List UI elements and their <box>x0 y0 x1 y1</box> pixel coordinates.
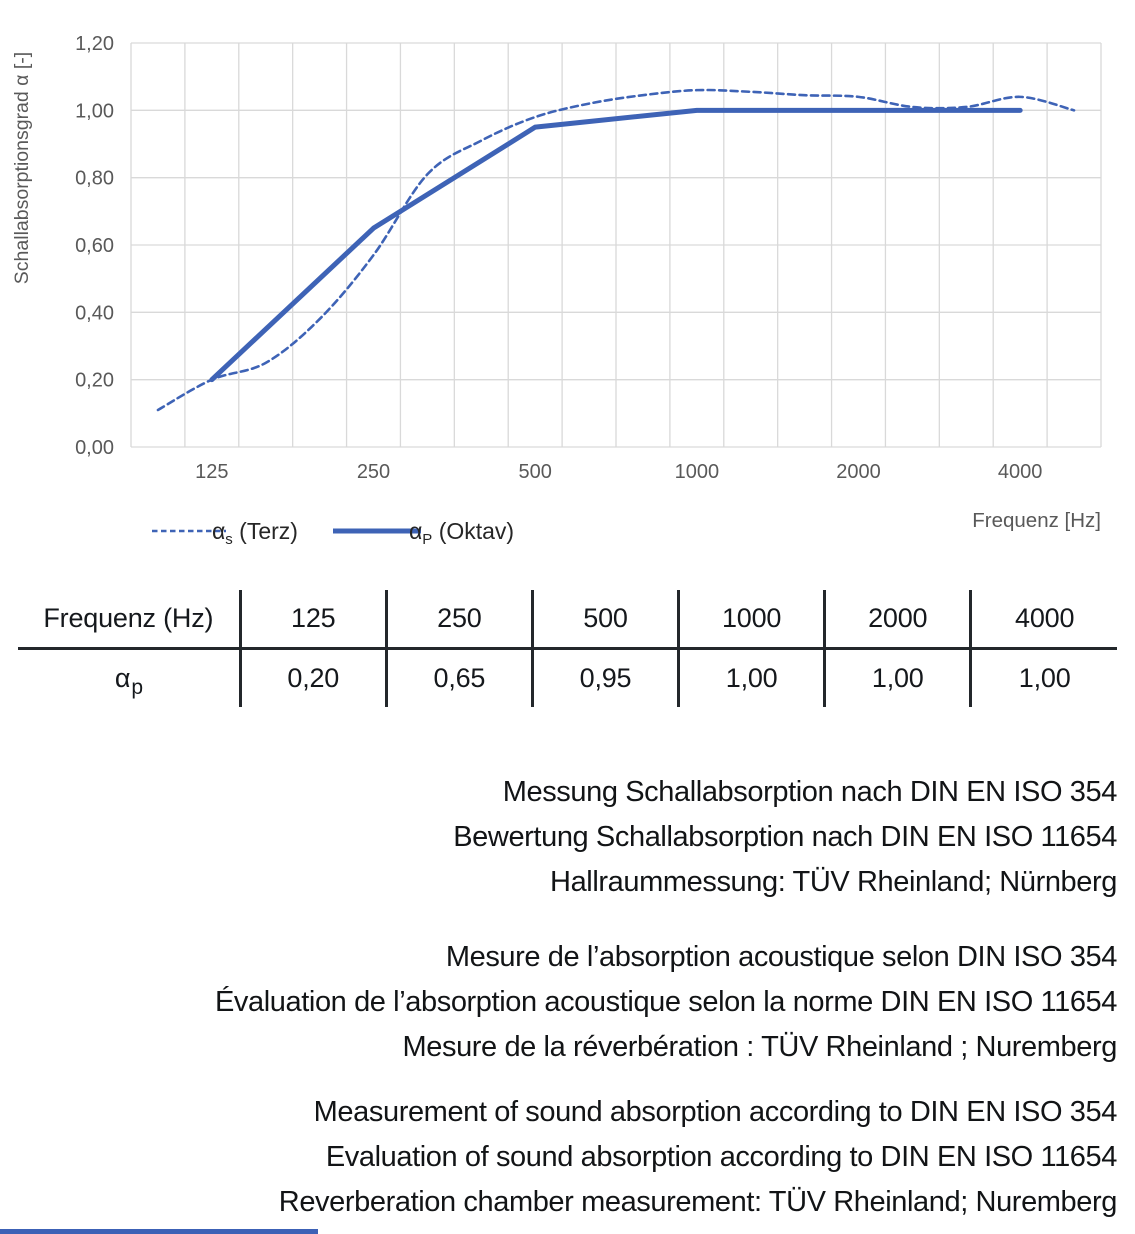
table-row-label-alpha-p: $\alpha_p$ <box>114 663 143 699</box>
x-tick-label: 2000 <box>836 461 881 483</box>
table-header-row <box>18 590 1117 649</box>
table-value-2000: 1,00 <box>825 649 971 708</box>
note-line: Évaluation de l’absorption acoustique selon la norme DIN EN ISO 11654 <box>214 986 1117 1018</box>
table-value-1000: 1,00 <box>679 649 825 708</box>
table-header-2000: 2000 <box>825 590 971 649</box>
y-tick-label: 0,40 <box>75 302 114 325</box>
note-line: Measurement of sound absorption according to DIN EN ISO 354 <box>313 1096 1117 1128</box>
note-line: Reverberation chamber measurement: TÜV Rheinland; Nuremberg <box>278 1186 1117 1218</box>
note-line: Hallraummessung: TÜV Rheinland; Nürnberg <box>550 866 1117 898</box>
y-tick-label: 0,00 <box>75 437 114 459</box>
table-value-row <box>18 649 1117 708</box>
x-tick-label: 4000 <box>997 461 1043 483</box>
table-header-125: 125 <box>240 590 386 649</box>
legend-label: $\alpha_s$ (Terz) <box>212 518 298 548</box>
legend-label: $\alpha_P$ (Oktav) <box>409 518 515 548</box>
table-header-4000: 4000 <box>971 590 1117 649</box>
y-tick-label: 0,60 <box>75 235 114 257</box>
table-header-1000: 1000 <box>679 590 825 649</box>
note-german <box>0 770 1117 905</box>
y-tick-label: 0,80 <box>75 167 114 190</box>
absorption-table <box>18 590 1117 707</box>
note-line: Evaluation of sound absorption according to DIN EN ISO 11654 <box>325 1141 1117 1173</box>
y-tick-label: 1,20 <box>75 33 114 55</box>
x-axis-title: Frequenz [Hz] <box>972 509 1101 532</box>
y-tick-label: 1,00 <box>75 100 114 123</box>
footer-accent-bar <box>0 1229 318 1234</box>
x-tick-label: 1000 <box>674 461 720 483</box>
table-value-4000: 1,00 <box>971 649 1117 708</box>
table-value-500: 0,95 <box>532 649 678 708</box>
note-line: Mesure de l’absorption acoustique selon DIN ISO 354 <box>445 941 1117 973</box>
note-english <box>0 1090 1117 1225</box>
absorption-chart <box>0 0 1135 560</box>
x-tick-label: 500 <box>518 461 552 483</box>
table-value-250: 0,65 <box>386 649 532 708</box>
absorption-chart-svg <box>0 0 1135 560</box>
x-tick-label: 125 <box>195 461 229 483</box>
table-header-500: 500 <box>532 590 678 649</box>
table-header-250: 250 <box>386 590 532 649</box>
y-tick-label: 0,20 <box>75 369 114 392</box>
note-line: Messung Schallabsorption nach DIN EN ISO 354 <box>502 776 1117 808</box>
table-value-125: 0,20 <box>240 649 386 708</box>
note-line: Mesure de la réverbération : TÜV Rheinland ; Nuremberg <box>402 1031 1117 1063</box>
table-header-frequency: Frequenz (Hz) <box>18 590 240 649</box>
note-line: Bewertung Schallabsorption nach DIN EN ISO 11654 <box>453 821 1117 853</box>
note-french <box>0 935 1117 1070</box>
x-tick-label: 250 <box>356 461 391 483</box>
y-axis-title: Schallabsorptionsgrad α [-] <box>11 51 33 285</box>
